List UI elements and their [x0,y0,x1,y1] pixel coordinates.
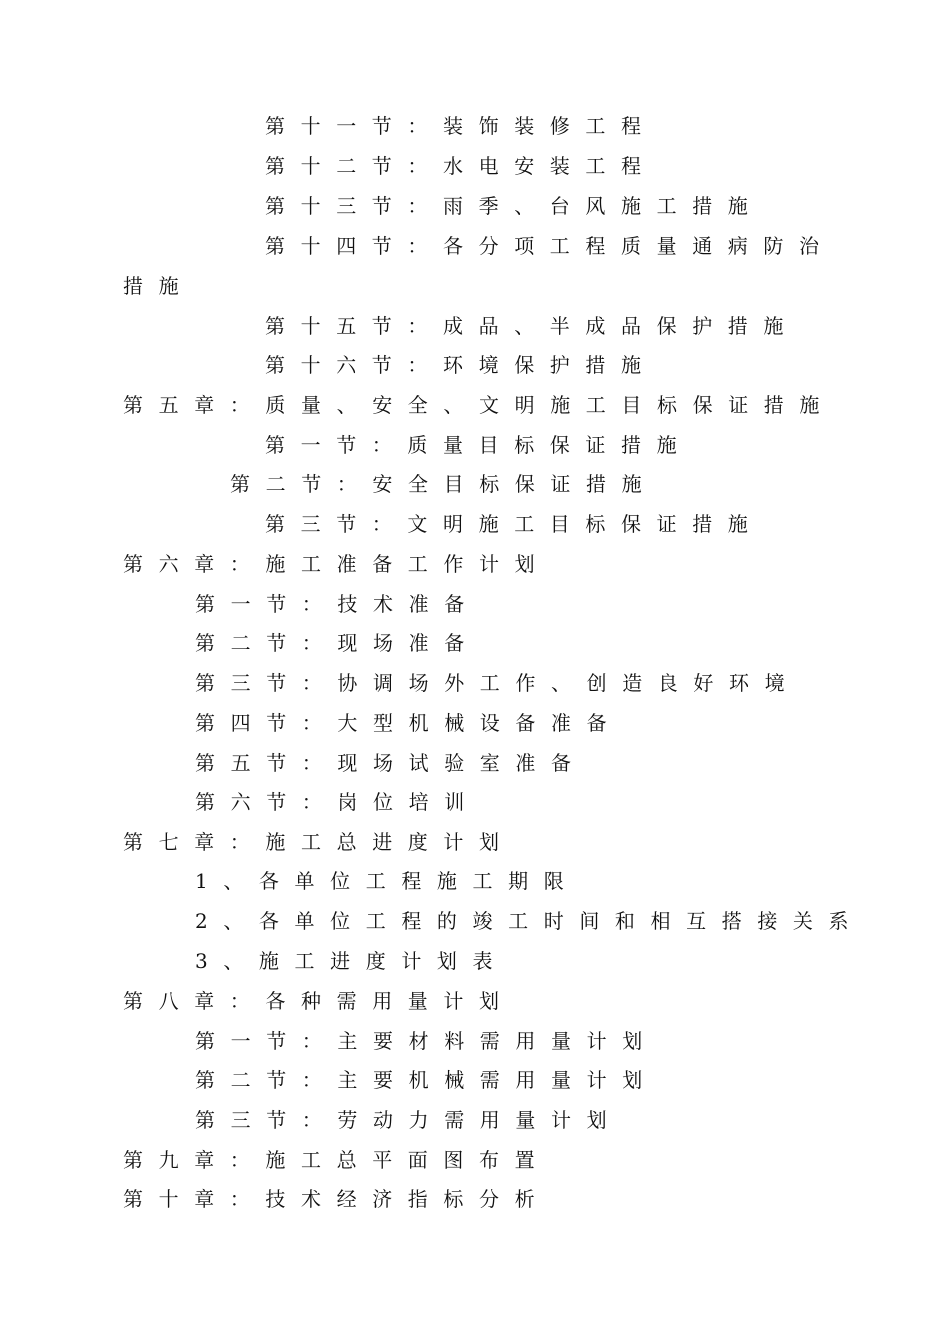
toc-ch7-item-3: 3、施工进度计划表 [195,949,509,973]
toc-section-14: 第十四节：各分项工程质量通病防治 [265,234,835,258]
toc-section-11: 第十一节：装饰装修工程 [265,114,657,138]
toc-chapter-5: 第五章：质量、安全、文明施工目标保证措施 [123,393,835,417]
toc-section-16: 第十六节：环境保护措施 [265,353,657,377]
toc-section-13: 第十三节：雨季、台风施工措施 [265,194,764,218]
toc-ch7-item-2: 2、各单位工程的竣工时间和相互搭接关系 [195,909,865,933]
toc-chapter-10: 第十章：技术经济指标分析 [123,1187,551,1211]
toc-ch5-section-1: 第一节：质量目标保证措施 [265,433,693,457]
toc-ch8-section-2: 第二节：主要机械需用量计划 [195,1068,658,1092]
toc-ch6-section-2: 第二节：现场准备 [195,631,480,655]
toc-chapter-7: 第七章：施工总进度计划 [123,830,515,854]
toc-section-12: 第十二节：水电安装工程 [265,154,657,178]
toc-ch8-section-3: 第三节：劳动力需用量计划 [195,1108,623,1132]
toc-ch6-section-1: 第一节：技术准备 [195,592,480,616]
toc-ch5-section-3: 第三节：文明施工目标保证措施 [265,512,764,536]
toc-section-15: 第十五节：成品、半成品保护措施 [265,314,799,338]
toc-ch7-item-1: 1、各单位工程施工期限 [195,869,580,893]
toc-chapter-8: 第八章：各种需用量计划 [123,989,515,1013]
toc-ch6-section-6: 第六节：岗位培训 [195,790,480,814]
toc-ch6-section-4: 第四节：大型机械设备准备 [195,711,623,735]
toc-chapter-6: 第六章：施工准备工作计划 [123,552,551,576]
toc-ch5-section-2: 第二节：安全目标保证措施 [230,472,658,496]
toc-chapter-9: 第九章：施工总平面图布置 [123,1148,551,1172]
toc-ch6-section-3: 第三节：协调场外工作、创造良好环境 [195,671,801,695]
toc-ch8-section-1: 第一节：主要材料需用量计划 [195,1029,658,1053]
toc-ch6-section-5: 第五节：现场试验室准备 [195,751,587,775]
toc-section-14-continuation: 措施 [123,274,195,298]
